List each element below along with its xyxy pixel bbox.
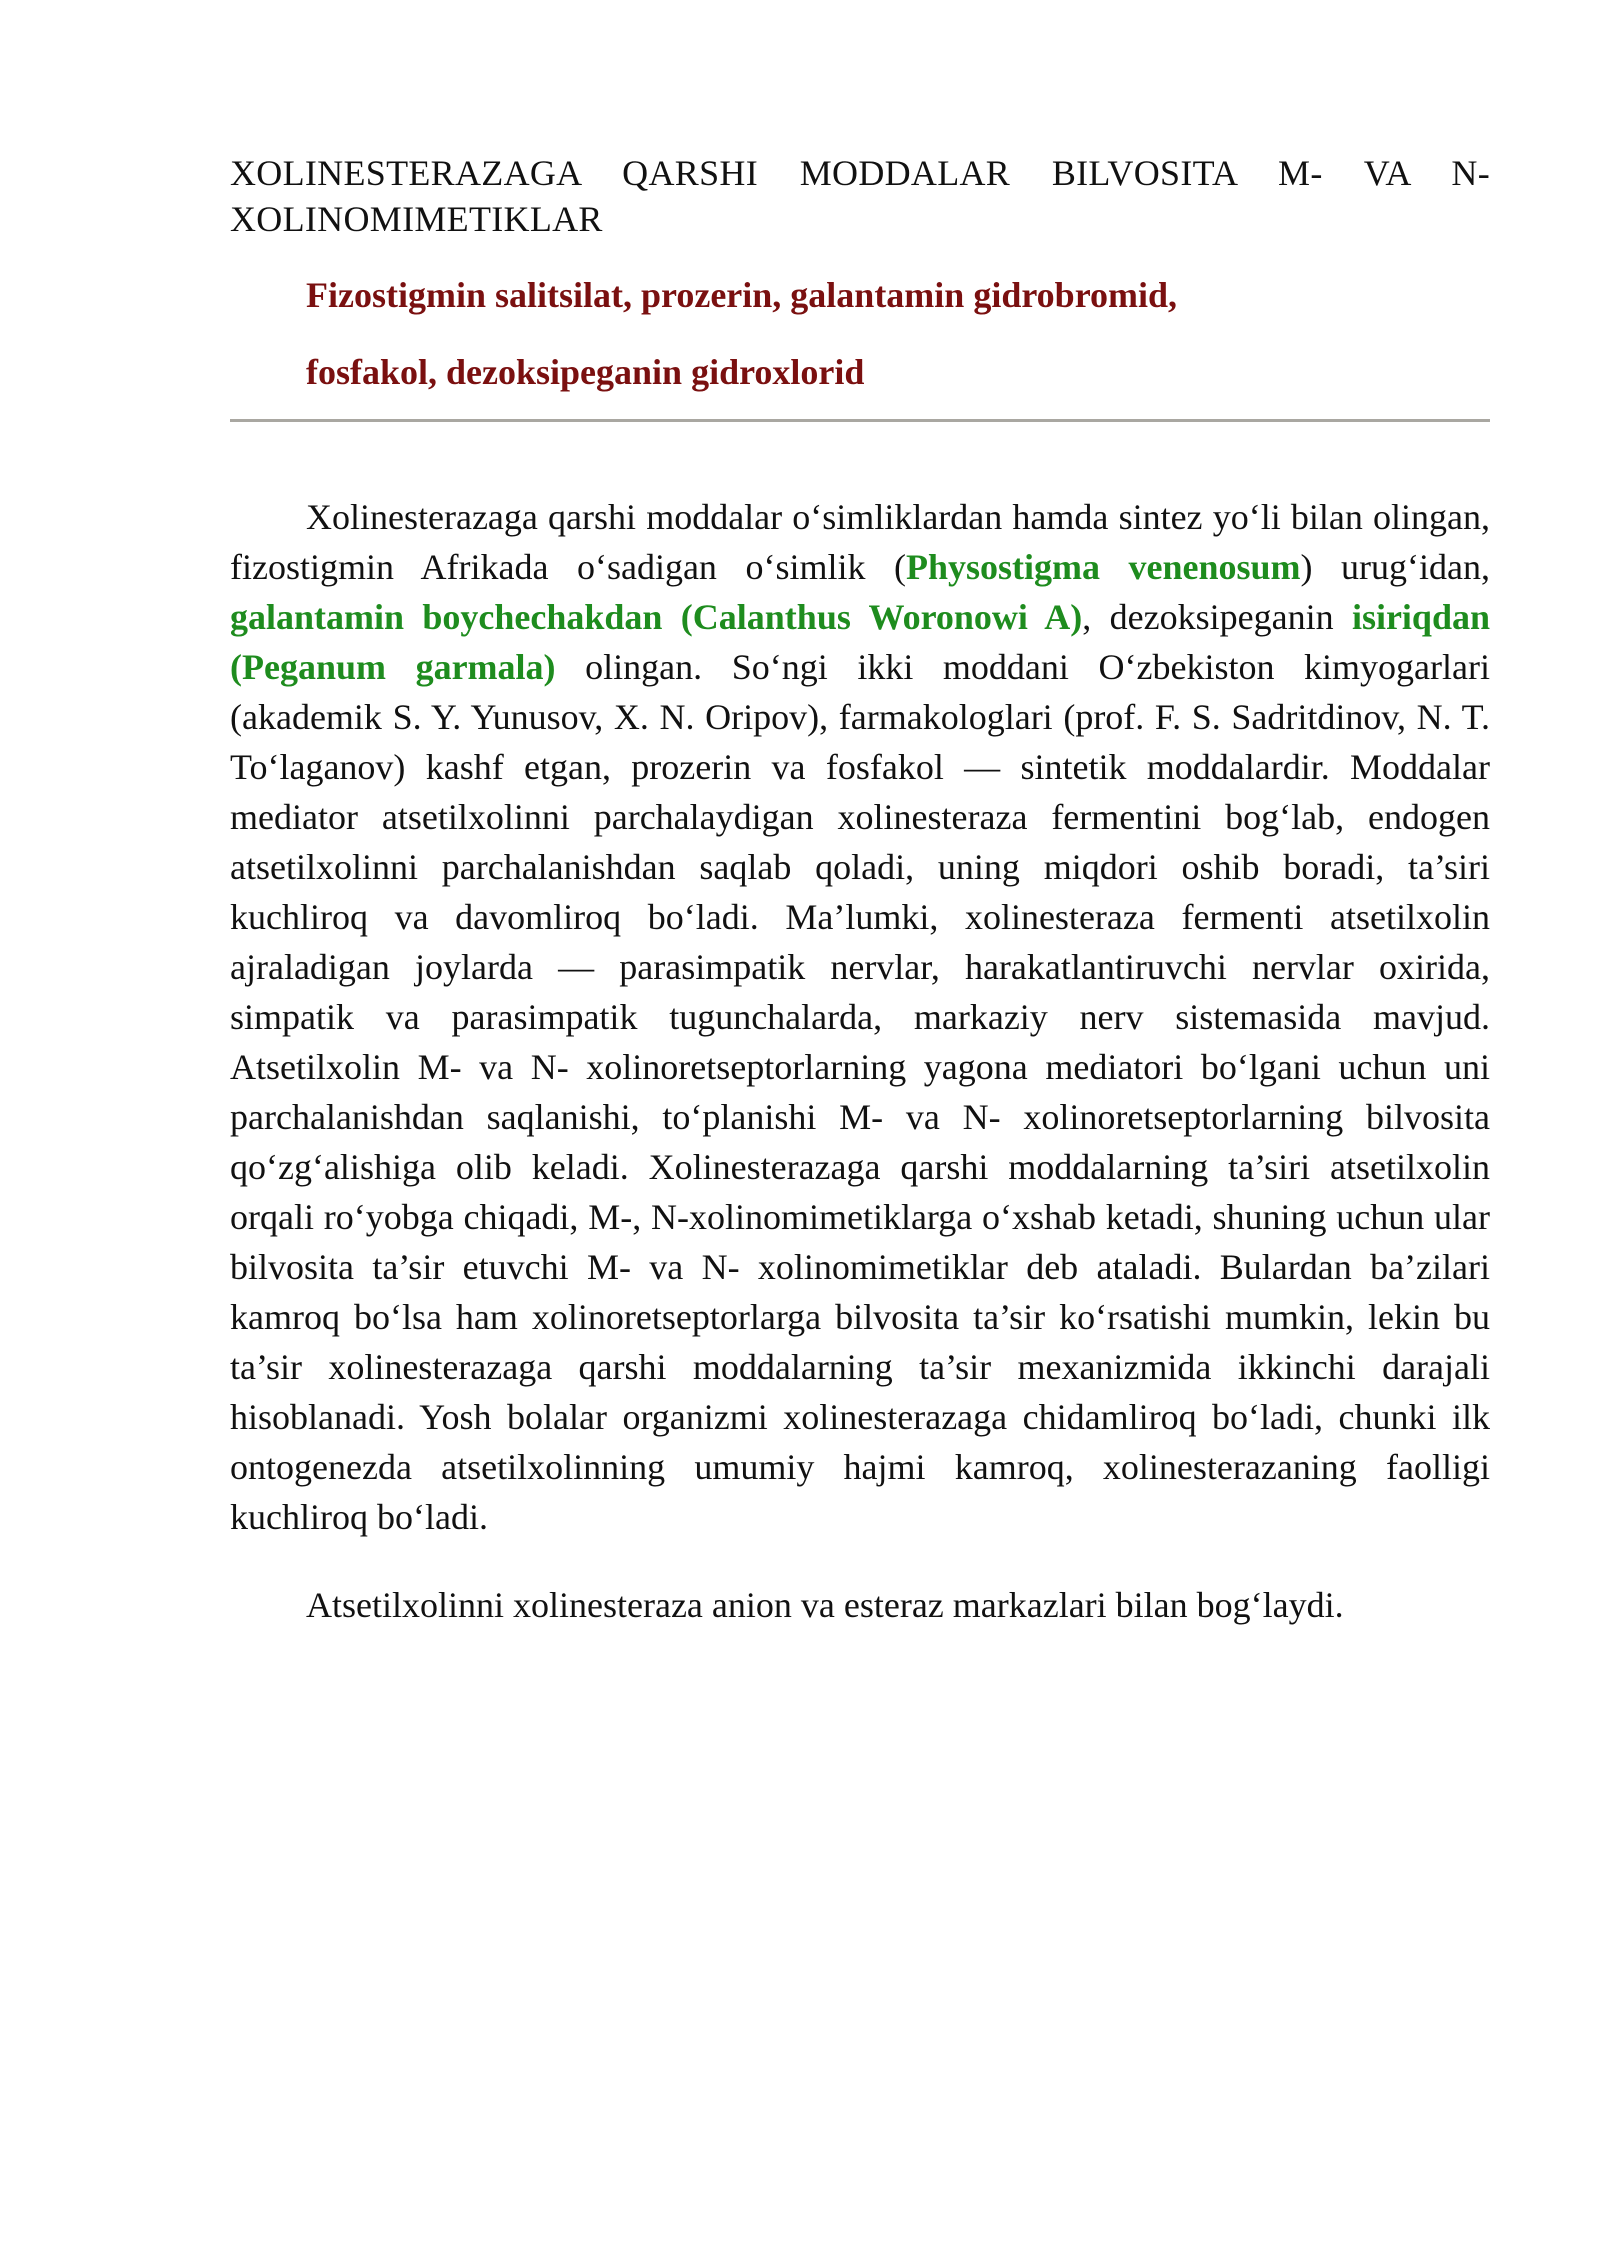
- document-subtitle: [306, 270, 1490, 397]
- body-paragraph-2: Atsetilxolinni xolinesteraza anion va esteraz markazlari bilan bog‘laydi.: [306, 1585, 1344, 1625]
- paragraph-text: , dezoksipeganin: [1082, 597, 1352, 637]
- horizontal-divider: [230, 419, 1490, 422]
- paragraph-text: olingan. So‘ngi ikki moddani O‘zbekiston kimyogarlari (akademik S. Y. Yunusov, X. N. Oripov), farmakologlari (prof. F. S. Sadritdinov, N. T. To‘laganov) kashf etgan, prozerin va fosfakol — sintetik moddalardir. Moddalar mediator atsetilxolinni parchalaydigan xolinesteraza fermentini bog‘lab, endogen atsetilxolinni parchalanishdan saqlab qoladi, uning miqdori oshib boradi, ta’siri kuchliroq va davomliroq bo‘ladi. Ma’lumki, xolinesteraza fermenti atsetilxolin ajraladigan joylarda — parasimpatik nervlar, harakatlantiruvchi nervlar oxirida, simpatik va parasimpatik tugunchalarda, markaziy nerv sistemasida mavjud. Atsetilxolin M- va N- xolinoretseptorlarning yagona mediatori bo‘lgani uchun uni parchalanishdan saqlanishi, to‘planishi M- va N- xolinoretseptorlarning bilvosita qo‘zg‘alishiga olib keladi. Xolinesterazaga qarshi moddalarning ta’siri atsetilxolin orqali ro‘yobga chiqadi, M-, N-xolinomimetiklarga o‘xshab ketadi, shuning uchun ular bilvosita ta’sir etuvchi M- va N- xolinomimetiklar deb ataladi. Bulardan ba’zilari kamroq bo‘lsa ham xolinoretseptorlarga bilvosita ta’sir ko‘rsatishi mumkin, lekin bu ta’sir xolinesterazaga qarshi moddalarning ta’sir mexanizmida ikkinchi darajali hisoblanadi. Yosh bolalar organizmi xolinesterazaga chidamliroq bo‘ladi, chunki ilk ontogenezda atsetilxolinning umumiy hajmi kamroq, xolinesterazaning faolligi kuchliroq bo‘ladi.: [230, 647, 1490, 1537]
- plant-name-physostigma: Physostigma venenosum: [905, 547, 1301, 587]
- subtitle-line-2: fosfakol, dezoksipeganin gidroxlorid: [306, 352, 865, 392]
- document-page: [230, 150, 1490, 1630]
- subtitle-line-1: Fizostigmin salitsilat, prozerin, galantamin gidrobromid,: [306, 275, 1178, 315]
- paragraph-text: Xolinesterazaga qarshi moddalar o‘simliklardan hamda sintez yo‘li bilan olingan, fizostigmin Afrikada o‘sadigan o‘simlik (: [230, 497, 1490, 587]
- plant-name-calanthus: galantamin boychechakdan (Calanthus Woronowi A): [230, 597, 1083, 637]
- document-title: XOLINESTERAZAGA QARSHI MODDALAR BILVOSITA M- VA N-XOLINOMIMETIKLAR: [230, 153, 1490, 239]
- plant-name-peganum: isiriqdan (Peganum garmala): [230, 597, 1490, 687]
- paragraph-text: ) urug‘idan,: [1300, 547, 1490, 587]
- body-paragraph-1: [230, 492, 1490, 1542]
